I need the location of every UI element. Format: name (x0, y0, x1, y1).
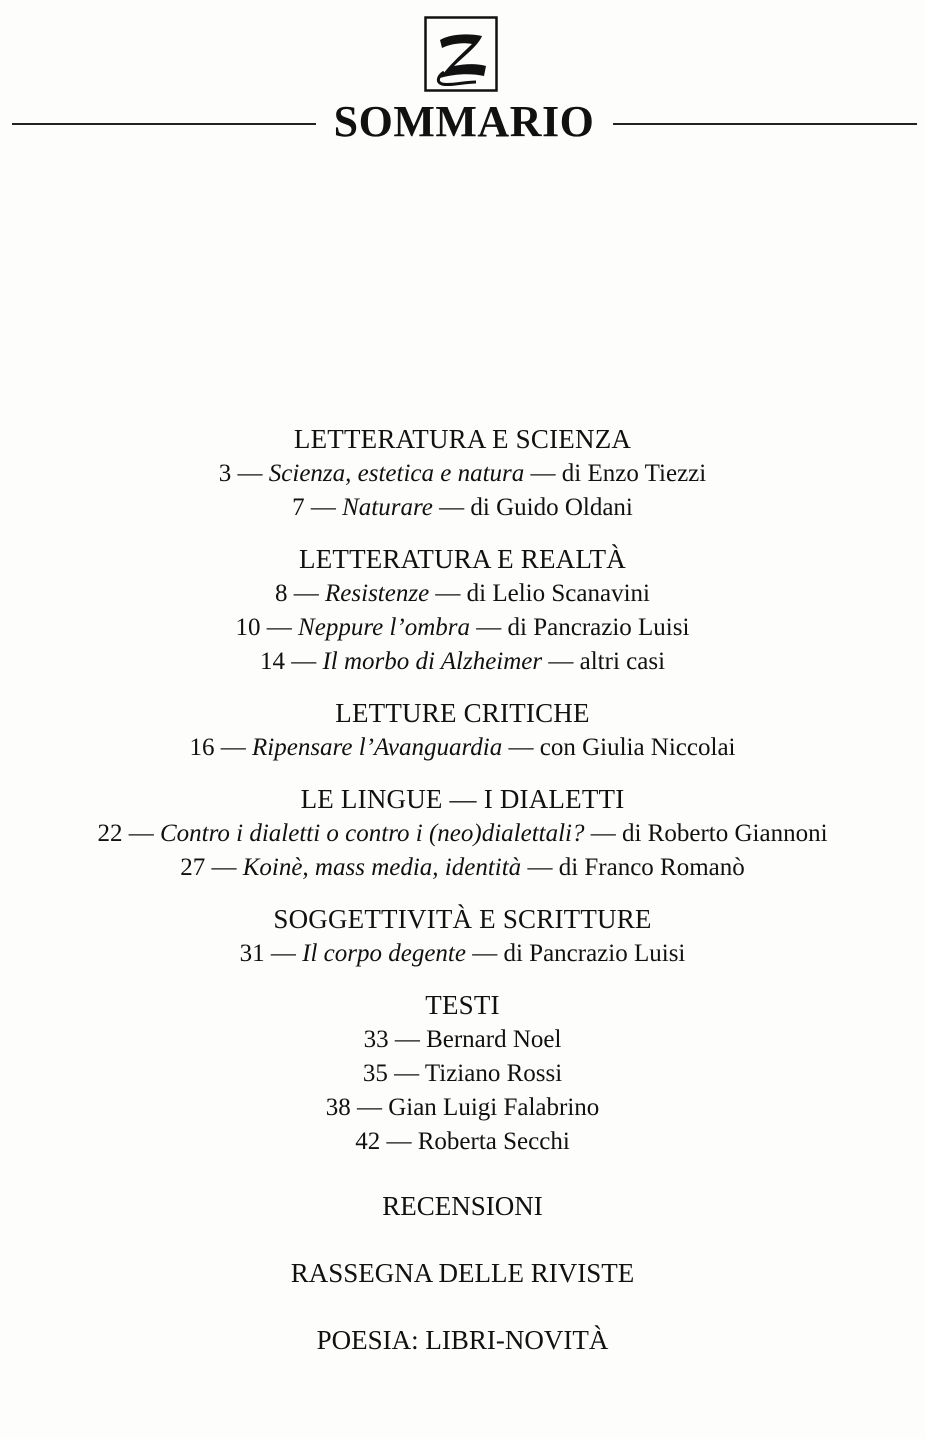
separator: — (472, 940, 498, 967)
heading-rule-left (12, 123, 316, 125)
credit: di Franco Romanò (558, 854, 745, 881)
work-title: Scienza, estetica e natura (268, 460, 525, 487)
author: Roberta Secchi (417, 1128, 570, 1155)
author: Tiziano Rossi (424, 1060, 563, 1087)
work-title: Naturare (342, 494, 433, 521)
toc-section-testi (0, 988, 925, 1159)
separator: — (476, 614, 502, 641)
separator: — (220, 734, 246, 761)
separator: — (211, 854, 237, 881)
page-number: 38 (325, 1094, 351, 1121)
work-title: Il morbo di Alzheimer (322, 648, 543, 675)
separator: — (386, 1128, 412, 1155)
separator: — (530, 460, 556, 487)
work-title: Resistenze (325, 580, 430, 607)
section-recensioni: RECENSIONI (382, 1191, 543, 1221)
heading-rule-right (613, 123, 917, 125)
work-title: Ripensare l’Avanguardia (252, 734, 503, 761)
toc-entry (0, 1057, 925, 1091)
separator: — (435, 580, 461, 607)
page-number: 3 (218, 460, 232, 487)
toc-entry (0, 1023, 925, 1057)
toc-entry (0, 1091, 925, 1125)
credit: di Lelio Scanavini (466, 580, 650, 607)
separator: — (237, 460, 263, 487)
section-rassegna-riviste: RASSEGNA DELLE RIVISTE (290, 1258, 635, 1288)
page-number: 33 (363, 1026, 389, 1053)
separator: — (293, 580, 319, 607)
separator: — (310, 494, 336, 521)
toc-entry (0, 491, 925, 525)
separator: — (394, 1026, 420, 1053)
credit: con Giulia Niccolai (539, 734, 736, 761)
page-number: 14 (259, 648, 285, 675)
section-title: LETTERATURA E REALTÀ (299, 544, 626, 574)
section-poesia-libri-novita: POESIA: LIBRI-NOVITÀ (316, 1325, 609, 1355)
page-number: 10 (235, 614, 261, 641)
page-number: 7 (292, 494, 305, 521)
toc-entry (0, 851, 925, 885)
z-logo-icon (424, 16, 498, 92)
section-title: LETTERATURA E SCIENZA (293, 424, 632, 454)
toc-section (0, 422, 925, 525)
separator: — (270, 940, 296, 967)
toc-section (0, 902, 925, 971)
author: Gian Luigi Falabrino (388, 1094, 600, 1121)
section-title: SOGGETTIVITÀ E SCRITTURE (273, 904, 652, 934)
credit: di Pancrazio Luisi (507, 614, 690, 641)
separator: — (590, 820, 616, 847)
separator: — (128, 820, 154, 847)
toc-entry (0, 645, 925, 679)
work-title: Koinè, mass media, identità (242, 854, 522, 881)
separator: — (548, 648, 574, 675)
page-number: 16 (189, 734, 215, 761)
separator: — (356, 1094, 382, 1121)
page-number: 35 (362, 1060, 388, 1087)
work-title: Il corpo degente (302, 940, 466, 967)
page-number: 8 (275, 580, 288, 607)
heading-row (0, 94, 925, 150)
credit: di Pancrazio Luisi (503, 940, 686, 967)
credit: di Guido Oldani (470, 494, 633, 521)
work-title: Neppure l’ombra (298, 614, 471, 641)
toc-entry (0, 1125, 925, 1159)
table-of-contents (0, 422, 925, 1390)
separator: — (266, 614, 292, 641)
page-number: 27 (180, 854, 206, 881)
section-title: LE LINGUE — I DIALETTI (300, 784, 625, 814)
separator: — (508, 734, 534, 761)
toc-entry (0, 937, 925, 971)
page-number: 22 (97, 820, 123, 847)
work-title: Contro i dialetti o contro i (neo)dialettali? (159, 820, 585, 847)
separator: — (439, 494, 465, 521)
section-title: TESTI (425, 990, 500, 1020)
page-number: 42 (355, 1128, 381, 1155)
credit: di Roberto Giannoni (621, 820, 828, 847)
separator: — (527, 854, 553, 881)
toc-entry (0, 731, 925, 765)
separator: — (291, 648, 317, 675)
toc-entry (0, 817, 925, 851)
separator: — (394, 1060, 420, 1087)
toc-entry (0, 611, 925, 645)
toc-section (0, 542, 925, 679)
toc-entry (0, 457, 925, 491)
page-number: 31 (239, 940, 265, 967)
section-title: LETTURE CRITICHE (335, 698, 590, 728)
toc-section (0, 696, 925, 765)
toc-section (0, 782, 925, 885)
author: Bernard Noel (426, 1026, 562, 1053)
credit: altri casi (579, 648, 666, 675)
toc-entry (0, 577, 925, 611)
credit: di Enzo Tiezzi (561, 460, 707, 487)
page-title: SOMMARIO (333, 97, 595, 146)
